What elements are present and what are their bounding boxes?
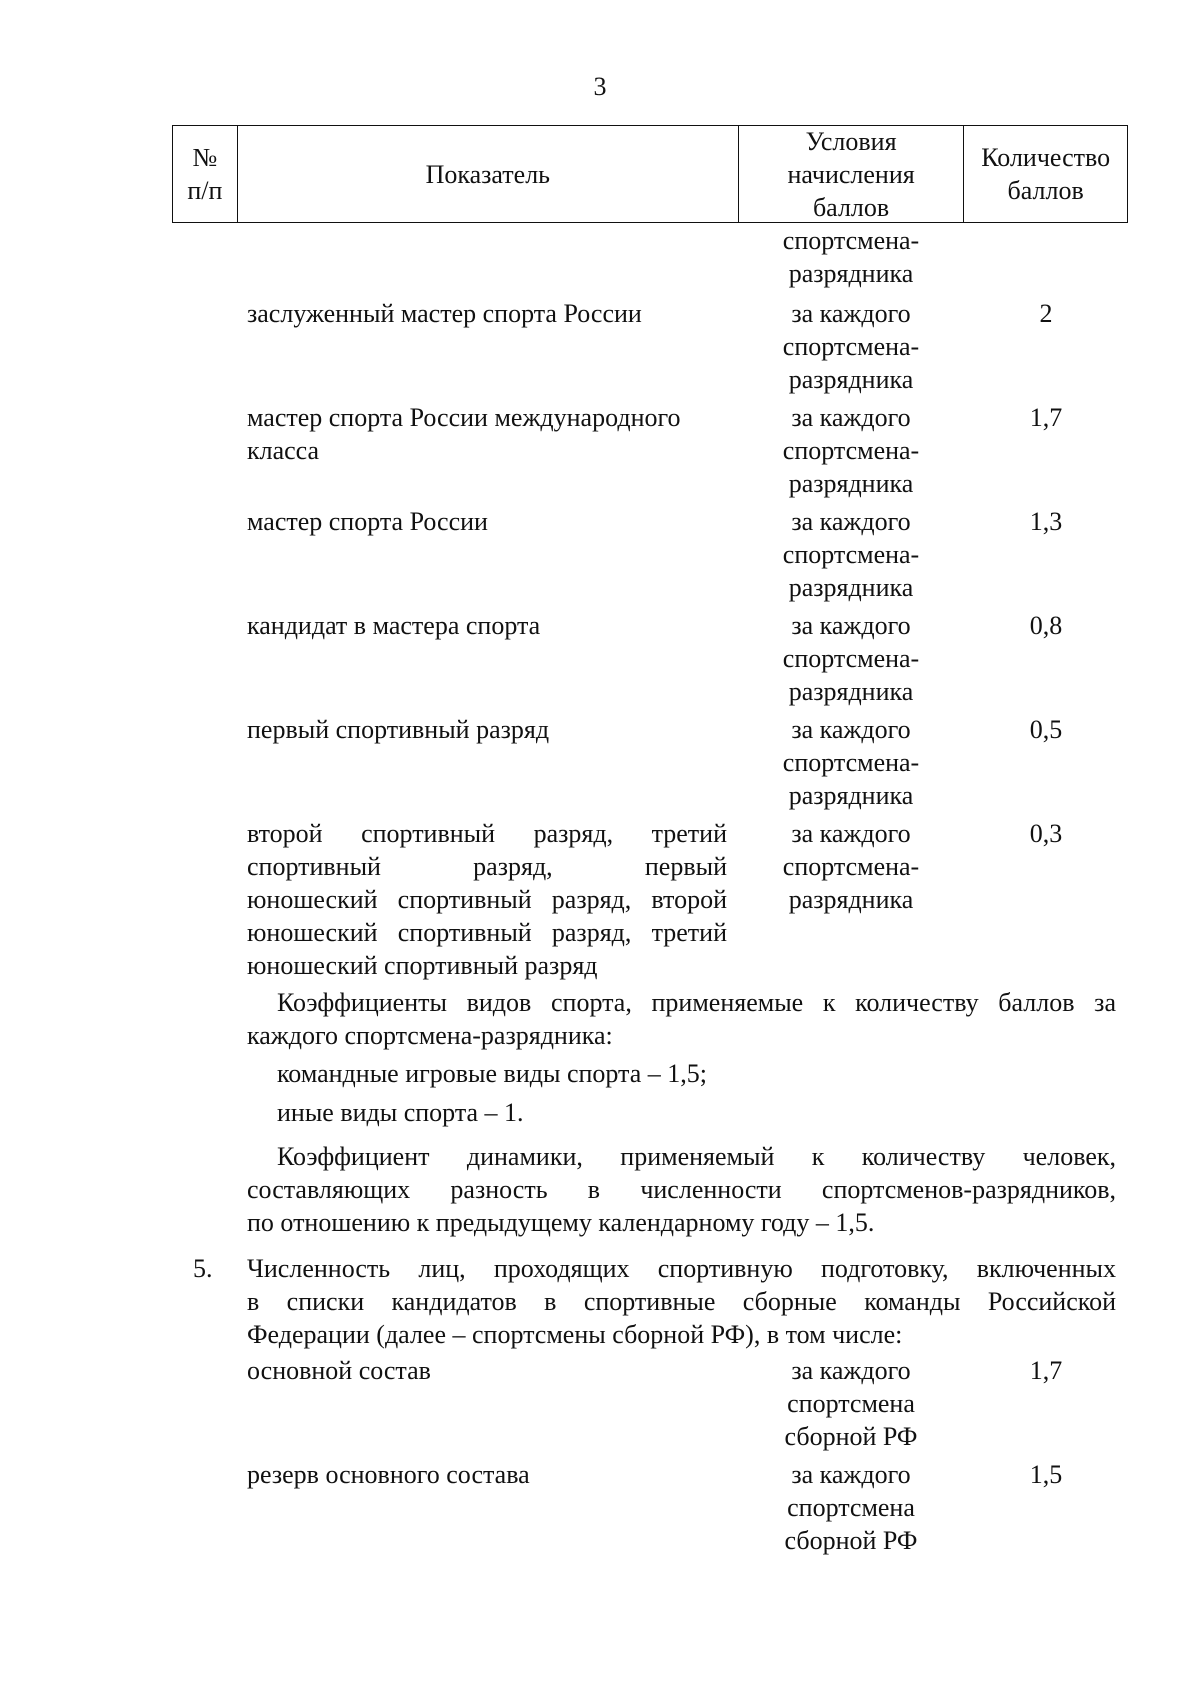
continuation-cell — [738, 224, 964, 290]
paragraph-line: составляющих разность в численности спортсменов-разрядников, — [247, 1175, 1116, 1204]
condition-line: разрядника — [788, 885, 914, 914]
indicator-line: резерв основного состава — [247, 1460, 530, 1489]
header-indicator: Показатель — [425, 159, 551, 189]
condition-line: спортсмена — [787, 1493, 915, 1522]
condition-line: за каждого — [791, 715, 911, 744]
row-indicator — [247, 297, 727, 330]
header-cond-3: баллов — [812, 192, 890, 222]
condition-line: сборной РФ — [784, 1422, 918, 1451]
row-points: 1,7 — [1029, 1356, 1063, 1385]
condition-line: спортсмена- — [782, 644, 920, 673]
row-points: 1,3 — [1029, 507, 1063, 536]
paragraph-line: Коэффициенты видов спорта, применяемые к количеству баллов за — [277, 988, 1116, 1017]
condition-line: разрядника — [788, 677, 914, 706]
row-indicator — [247, 505, 727, 538]
row-conditions — [738, 401, 964, 500]
condition-line: за каждого — [791, 611, 911, 640]
condition-line: спортсмена- — [782, 436, 920, 465]
page-number: 3 — [593, 72, 607, 101]
condition-line: разрядника — [788, 573, 914, 602]
condition-line: за каждого — [791, 299, 911, 328]
row-conditions — [738, 713, 964, 812]
condition-line: разрядника — [788, 469, 914, 498]
indicator-line: юношеский спортивный разряд — [247, 951, 598, 980]
coefficient-team: командные игровые виды спорта – 1,5; — [277, 1059, 708, 1088]
header-indicator-col — [237, 126, 738, 222]
indicator-line: заслуженный мастер спорта России — [247, 299, 642, 328]
indicator-line: первый спортивный разряд — [247, 715, 550, 744]
header-pts-1: Количество — [981, 143, 1111, 172]
row-points: 2 — [1039, 299, 1053, 328]
header-no-2: п/п — [187, 176, 223, 205]
condition-line: за каждого — [791, 1460, 911, 1489]
paragraph-line: Федерации (далее – спортсмены сборной РФ), в том числе: — [247, 1320, 903, 1349]
paragraph-line: Коэффициент динамики, применяемый к количеству человек, — [277, 1142, 1116, 1171]
dynamics-paragraph — [247, 1140, 1116, 1239]
row-conditions — [738, 505, 964, 604]
header-points-col — [963, 126, 1127, 222]
indicator-line: мастер спорта России международного — [247, 403, 681, 432]
coefficients-paragraph — [247, 986, 1116, 1052]
row-indicator — [247, 1354, 727, 1387]
indicator-line: юношеский спортивный разряд, второй — [247, 885, 727, 914]
indicator-line: основной состав — [247, 1356, 431, 1385]
condition-line: разрядника — [788, 781, 914, 810]
row-points: 1,7 — [1029, 403, 1063, 432]
row-conditions — [738, 1354, 964, 1453]
condition-line: за каждого — [791, 819, 911, 848]
header-conditions-col — [738, 126, 964, 222]
indicator-line: мастер спорта России — [247, 507, 488, 536]
indicator-line: юношеский спортивный разряд, третий — [247, 918, 727, 947]
condition-line: спортсмена- — [782, 852, 920, 881]
condition-line: за каждого — [791, 403, 911, 432]
indicator-line: спортивный разряд, первый — [247, 852, 727, 881]
condition-line: разрядника — [788, 365, 914, 394]
item5-text — [247, 1252, 1116, 1351]
header-number-col — [173, 126, 237, 222]
condition-line: спортсмена — [787, 1389, 915, 1418]
paragraph-line: Численность лиц, проходящих спортивную подготовку, включенных — [247, 1254, 1116, 1283]
row-indicator — [247, 1458, 727, 1491]
row-points: 0,8 — [1029, 611, 1063, 640]
indicator-line: кандидат в мастера спорта — [247, 611, 541, 640]
header-cond-1: Условия — [805, 126, 897, 156]
condition-line: сборной РФ — [784, 1526, 918, 1555]
continuation-line: спортсмена- — [782, 226, 920, 255]
condition-line: за каждого — [791, 507, 911, 536]
header-pts-2: баллов — [1007, 176, 1084, 205]
row-points: 0,3 — [1029, 819, 1063, 848]
paragraph-line: каждого спортсмена-разрядника: — [247, 1021, 613, 1050]
header-cond-2: начисления — [787, 159, 915, 189]
row-indicator — [247, 401, 727, 467]
paragraph-line: по отношению к предыдущему календарному году – 1,5. — [247, 1208, 875, 1237]
coefficient-other: иные виды спорта – 1. — [277, 1098, 524, 1127]
condition-line: за каждого — [791, 1356, 911, 1385]
indicator-line: класса — [247, 436, 320, 465]
condition-line: спортсмена- — [782, 748, 920, 777]
row-points: 1,5 — [1029, 1460, 1063, 1489]
row-indicator — [247, 609, 727, 642]
item-number: 5. — [193, 1254, 213, 1283]
condition-line: спортсмена- — [782, 540, 920, 569]
continuation-line: разрядника — [788, 259, 914, 288]
row-conditions — [738, 609, 964, 708]
row-points: 0,5 — [1029, 715, 1063, 744]
row-conditions — [738, 1458, 964, 1557]
row-conditions — [738, 817, 964, 916]
table-header — [172, 125, 1128, 223]
paragraph-line: в списки кандидатов в спортивные сборные команды Российской — [247, 1287, 1116, 1316]
row-indicator — [247, 713, 727, 746]
row-conditions — [738, 297, 964, 396]
row-indicator — [247, 817, 727, 982]
indicator-line: второй спортивный разряд, третий — [247, 819, 727, 848]
condition-line: спортсмена- — [782, 332, 920, 361]
header-no-1: № — [192, 143, 218, 172]
